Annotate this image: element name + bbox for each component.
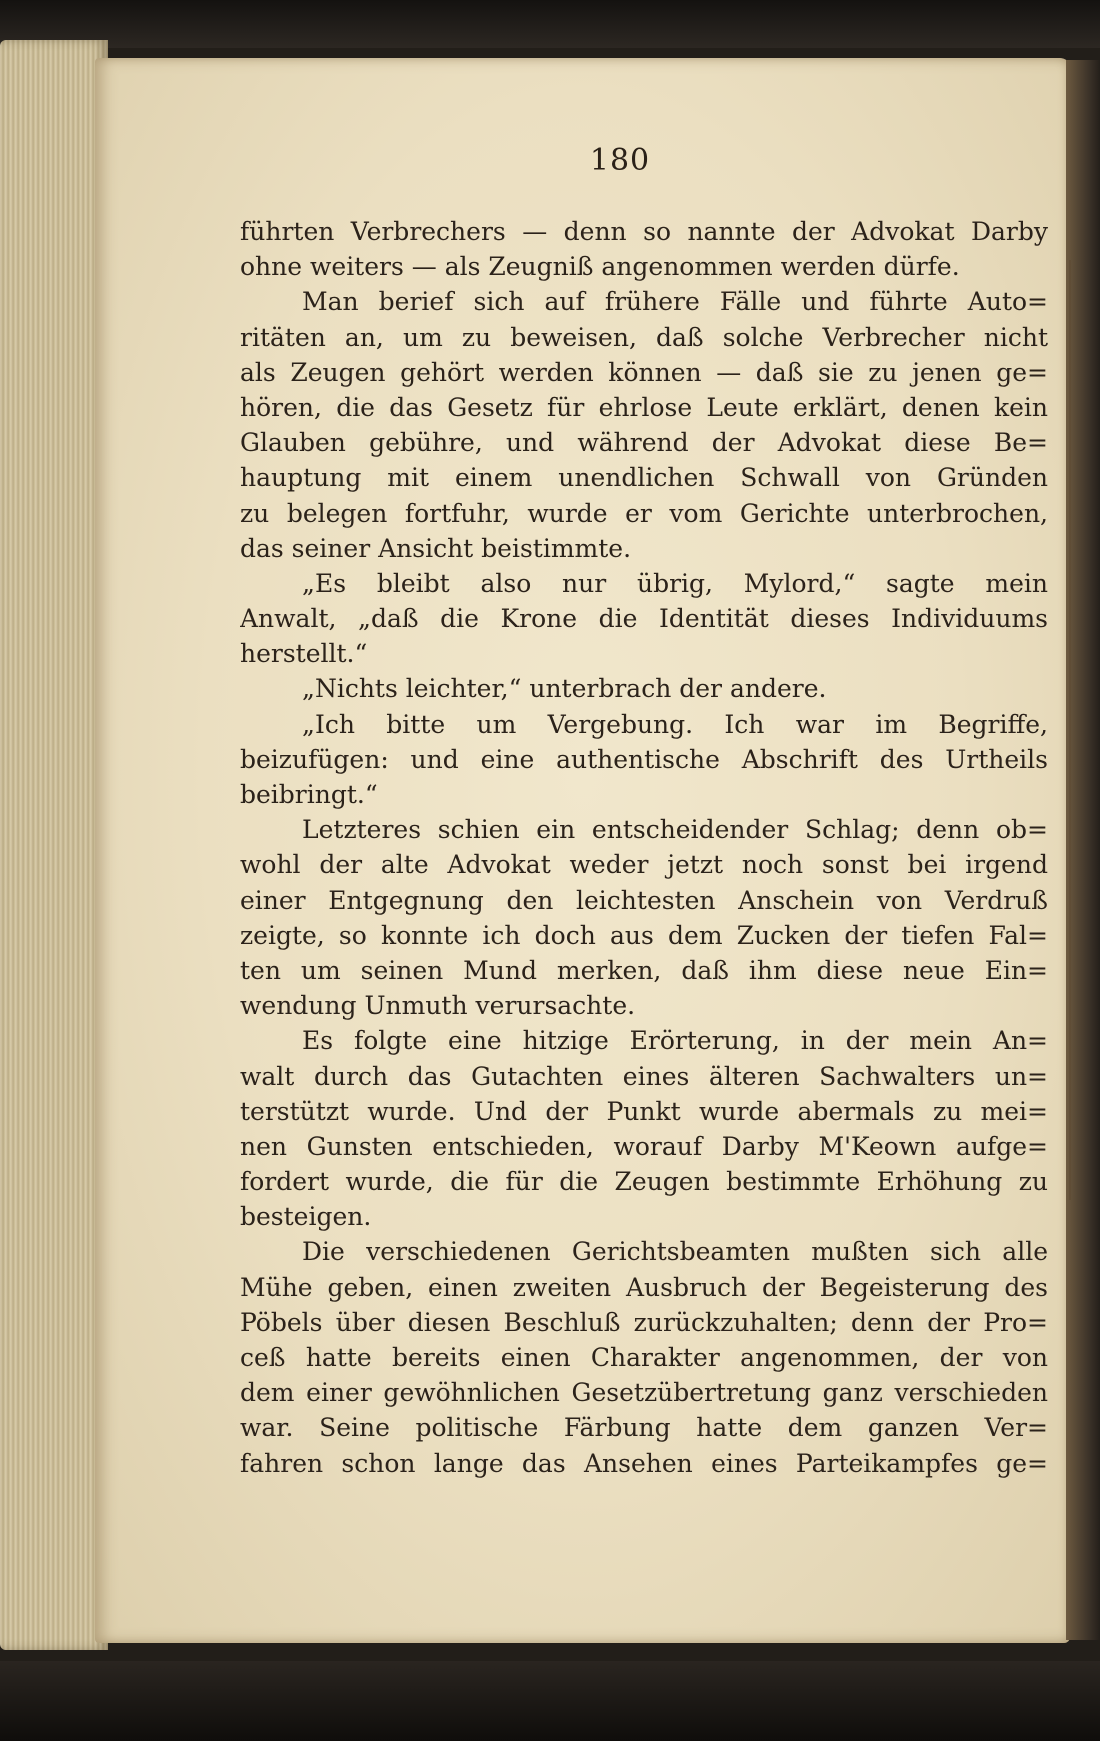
- text-line: das seiner Ansicht beistimmte.: [240, 533, 632, 563]
- text-line: beibringt.“: [240, 780, 378, 809]
- text-line: „Nichts leichter,“ unterbrach der andere.: [302, 674, 827, 704]
- text-line: fahren schon lange das Ansehen eines Parteikampfes ge=: [240, 1448, 1048, 1478]
- text-line: ceß hatte bereits einen Charakter angenommen, der von: [240, 1343, 1048, 1372]
- text-line: „Es bleibt also nur übrig, Mylord,“ sagte mein: [302, 568, 1048, 598]
- text-line: einer Entgegnung den leichtesten Anschein von Verdruß: [240, 885, 1048, 915]
- text-line: ten um seinen Mund merken, daß ihm diese neue Ein=: [240, 955, 1048, 985]
- page-number: 180: [589, 143, 651, 178]
- text-line: Mühe geben, einen zweiten Ausbruch der Begeisterung des: [240, 1272, 1048, 1302]
- text-line: dem einer gewöhnlichen Gesetzübertretung ganz verschieden: [240, 1378, 1048, 1408]
- text-line: „Ich bitte um Vergebung. Ich war im Begriffe,: [302, 709, 1048, 739]
- text-line: fordert wurde, die für die Zeugen bestimmte Erhöhung zu: [240, 1167, 1048, 1197]
- page-edges-stack: [0, 40, 108, 1650]
- text-line: Glauben gebühre, und während der Advokat diese Be=: [240, 428, 1048, 458]
- text-line: war. Seine politische Färbung hatte dem ganzen Ver=: [240, 1413, 1048, 1443]
- text-line: hören, die das Gesetz für ehrlose Leute erklärt, denen kein: [240, 392, 1048, 422]
- text-line: als Zeugen gehört werden können — daß sie zu jenen ge=: [240, 357, 1048, 387]
- text-line: Letzteres schien ein entscheidender Schlag; denn ob=: [302, 815, 1048, 845]
- scan-bottom-shadow: [0, 1661, 1100, 1741]
- bleed-through-line: [1069, 260, 1071, 1200]
- text-line: besteigen.: [240, 1202, 372, 1232]
- text-line: Man berief sich auf frühere Fälle und führte Auto=: [302, 287, 1048, 317]
- text-line: hauptung mit einem unendlichen Schwall von Gründen: [240, 463, 1048, 493]
- text-line: wohl der alte Advokat weder jetzt noch sonst bei irgend: [240, 850, 1048, 880]
- text-line: terstützt wurde. Und der Punkt wurde abermals zu mei=: [240, 1096, 1048, 1126]
- text-line: Es folgte eine hitzige Erörterung, in der mein An=: [302, 1026, 1048, 1056]
- text-line: herstellt.“: [240, 639, 368, 669]
- text-line: Pöbels über diesen Beschluß zurückzuhalten; denn der Pro=: [240, 1307, 1048, 1337]
- page-body-text: [240, 214, 1048, 1481]
- text-line: ritäten an, um zu beweisen, daß solche Verbrecher nicht: [240, 322, 1048, 352]
- text-line: zeigte, so konnte ich doch aus dem Zucken der tiefen Fal=: [240, 920, 1048, 950]
- text-line: walt durch das Gutachten eines älteren Sachwalters un=: [240, 1061, 1048, 1091]
- text-line: ohne weiters — als Zeugniß angenommen werden dürfe.: [240, 252, 960, 282]
- binding-edge: [1066, 60, 1100, 1640]
- text-line: Anwalt, „daß die Krone die Identität dieses Individuums: [240, 604, 1048, 634]
- text-line: nen Gunsten entschieden, worauf Darby M'Keown aufge=: [240, 1131, 1048, 1161]
- text-line: wendung Unmuth verursachte.: [240, 991, 636, 1021]
- text-line: beizufügen: und eine authentische Abschrift des Urtheils: [240, 744, 1048, 774]
- text-line: zu belegen fortfuhr, wurde er vom Gerichte unterbrochen,: [240, 498, 1048, 528]
- scan-top-shadow: [0, 0, 1100, 48]
- text-line: führten Verbrechers — denn so nannte der Advokat Darby: [240, 217, 1048, 246]
- text-line: Die verschiedenen Gerichtsbeamten mußten sich alle: [302, 1237, 1048, 1267]
